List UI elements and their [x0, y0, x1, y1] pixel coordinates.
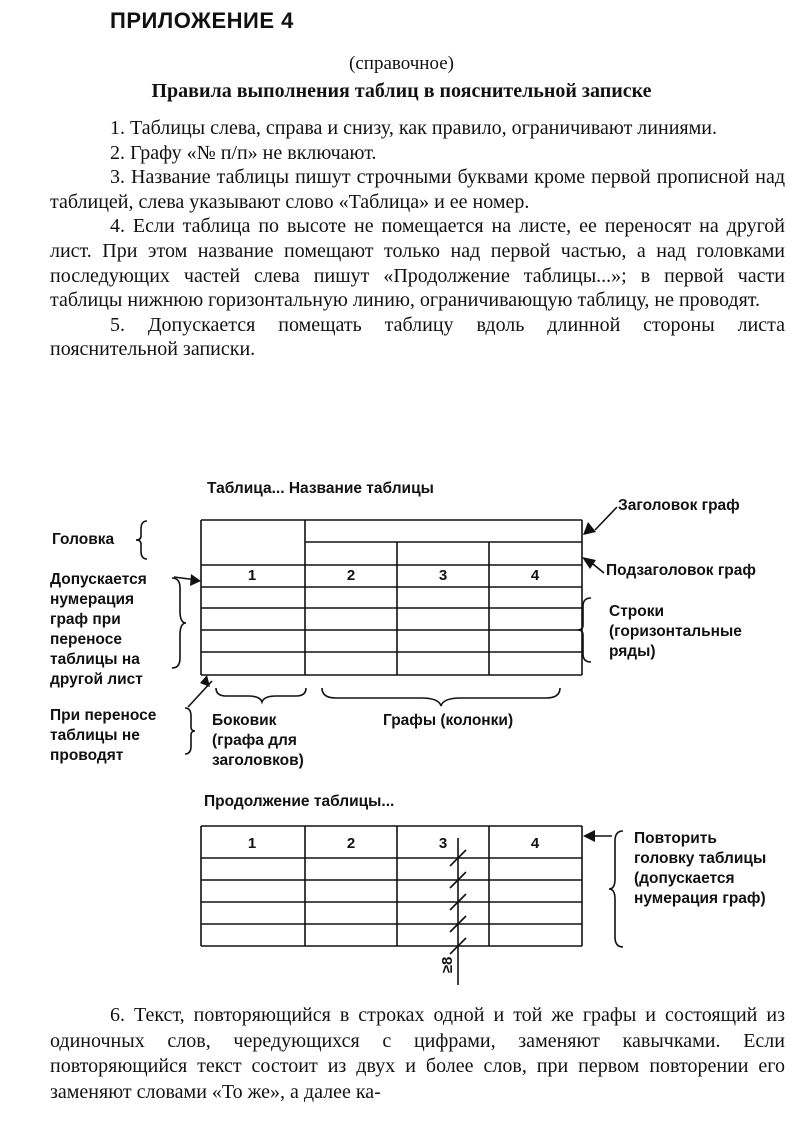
rule-2: 2. Графу «№ п/п» не включают. [110, 141, 377, 164]
column-header-label: Заголовок граф [618, 497, 740, 514]
t2-col-2-number: 2 [346, 835, 356, 852]
rule-6: 6. Текст, повторяющийся в строках одной и той же графы и состоящий из одиночных слов, чередующихся с цифрами, заменяют кавычками. Если повторяющийся текст состоит из двух и более слов, при первом повторении его заменяют словами «То же», а далее ка- [50, 1004, 785, 1103]
bottom-line-note: При переносе таблицы не проводят [50, 707, 157, 764]
rule-5: 5. Допускается помещать таблицу вдоль длинной стороны листа пояснительной записки. [50, 313, 785, 361]
rule-3: 3. Название таблицы пишут строчными буквами кроме первой прописной над таблицей, слева указывают слово «Таблица» и ее номер. [50, 166, 785, 213]
rule-6-block [50, 1003, 785, 1105]
table-caption: Таблица... Название таблицы [207, 480, 434, 497]
rows-note: Строки (горизонтальные ряды) [609, 603, 742, 660]
appendix-heading: ПРИЛОЖЕНИЕ 4 [110, 8, 294, 33]
t1-col-3-number: 3 [438, 567, 448, 584]
reference-note: (справочное) [349, 53, 454, 74]
t1-col-4-number: 4 [530, 567, 540, 584]
rule-4: 4. Если таблица по высоте не помещается на листе, ее переносят на другой лист. При этом название помещают только над первой частью, а над головками последующих частей слева пишут «Продолжение таблицы...»; в первой части таблицы нижнюю горизонтальную линию, ограничивающую таблицу, не проводят. [50, 215, 785, 312]
t1-col-1-number: 1 [247, 567, 257, 584]
numbering-note: Допускается нумерация граф при переносе таблицы на другой лист [50, 571, 147, 688]
head-label: Головка [52, 531, 115, 548]
repeat-head-note: Повторить головку таблицы (допускается нумерация граф) [634, 830, 767, 907]
t2-col-3-number: 3 [438, 835, 448, 852]
continuation-caption: Продолжение таблицы... [204, 793, 395, 810]
column-subheader-label: Подзаголовок граф [606, 562, 756, 579]
stub-label: Боковик (графа для заголовков) [212, 712, 304, 769]
t1-col-2-number: 2 [346, 567, 356, 584]
t2-col-4-number: 4 [530, 835, 540, 852]
columns-label: Графы (колонки) [383, 712, 514, 729]
min-gap-label: ≥8 [439, 956, 456, 974]
rule-1: 1. Таблицы слева, справа и снизу, как правило, ограничивают линиями. [110, 117, 717, 139]
t2-col-1-number: 1 [247, 835, 257, 852]
page-title: Правила выполнения таблиц в пояснительной записке [151, 80, 652, 102]
